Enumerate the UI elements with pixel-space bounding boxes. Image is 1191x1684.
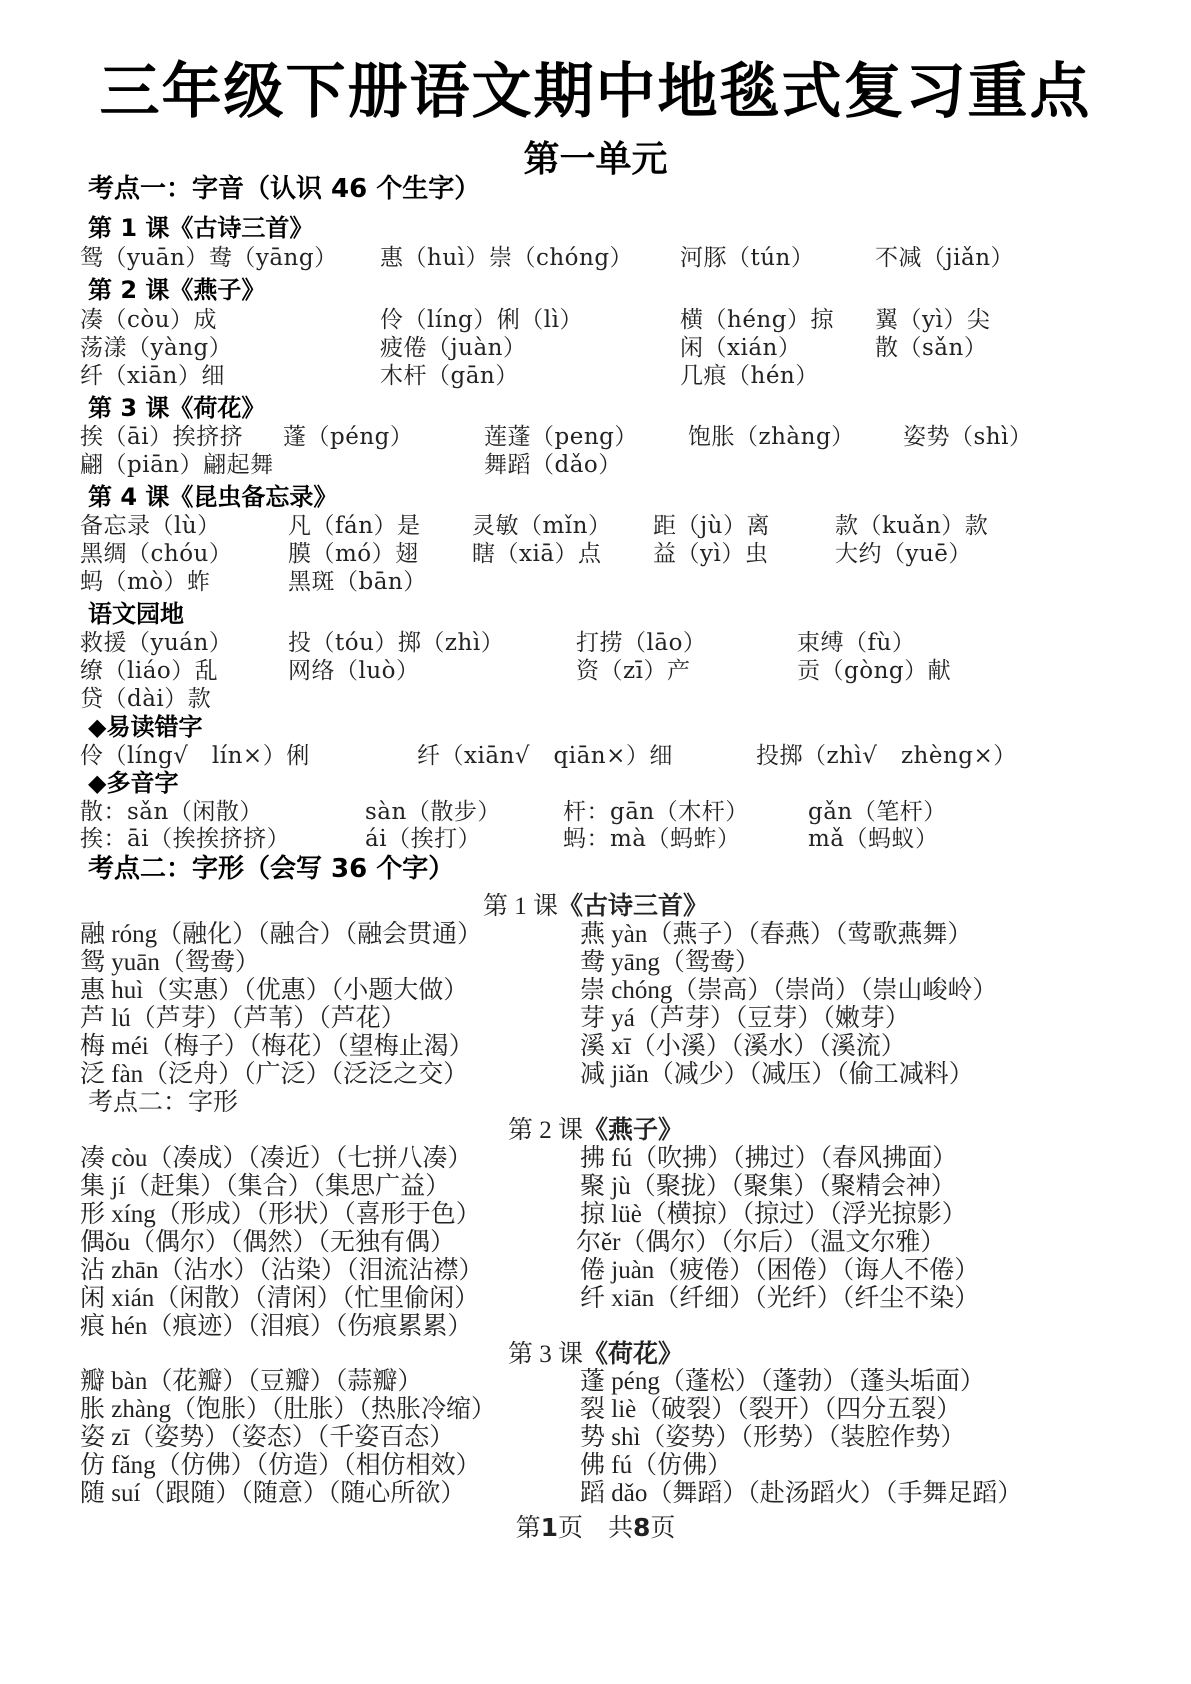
pinyin-item: 膜（mó）翅 — [288, 541, 419, 567]
lesson-name: 《荷花》 — [583, 1339, 684, 1368]
polyphonic-row — [0, 797, 1191, 827]
pinyin-item: 灵敏（mǐn） — [472, 513, 612, 539]
lesson-title: 第 1 课《古诗三首》 — [88, 214, 314, 242]
polyphonic-item: ái（挨打） — [365, 826, 482, 852]
polyphonic-item: mǎ（蚂蚁） — [808, 826, 939, 852]
pinyin-row — [0, 567, 1191, 597]
pinyin-item: 不减（jiǎn） — [875, 245, 1015, 271]
polyphonic-item: 散：sǎn（闲散） — [80, 799, 263, 825]
polyphonic-item: gǎn（笔杆） — [808, 799, 947, 825]
glyph-row — [0, 948, 1191, 978]
pinyin-item: 莲蓬（peng） — [484, 424, 638, 450]
pinyin-item: 瞎（xiā）点 — [472, 541, 602, 567]
glyph-item: 痕 hén（痕迹）（泪痕）（伤痕累累） — [80, 1313, 473, 1340]
glyph-item: 倦 juàn（疲倦）（困倦）（诲人不倦） — [580, 1257, 980, 1284]
glyph-row — [0, 1228, 1191, 1258]
glyph-row — [0, 1144, 1191, 1174]
glyph-row — [0, 1423, 1191, 1453]
pinyin-item: 饱胀（zhàng） — [688, 424, 855, 450]
glyph-row — [0, 1312, 1191, 1342]
glyph-item: 融 róng（融化）（融合）（融会贯通） — [80, 921, 483, 948]
glyph-row — [0, 1032, 1191, 1062]
lesson-title: 语文园地 — [88, 600, 184, 628]
glyph-row — [0, 1367, 1191, 1397]
glyph-item: 尔ěr（偶尔）（尔后）（温文尔雅） — [576, 1229, 946, 1256]
glyph-row — [0, 1060, 1191, 1090]
glyph-row — [0, 1451, 1191, 1481]
pinyin-item: 横（héng）掠 — [680, 307, 834, 333]
glyph-item: 减 jiǎn（减少）（减压）（偷工减料） — [580, 1061, 974, 1088]
glyph-item: 蓬 péng（蓬松）（蓬勃）（蓬头垢面） — [580, 1368, 985, 1395]
lesson-name: 《古诗三首》 — [558, 891, 709, 920]
misread-item: 投掷（zhì√ zhèng×） — [756, 743, 1017, 769]
pinyin-item: 打捞（lāo） — [576, 630, 707, 656]
pinyin-item: 荡漾（yàng） — [80, 335, 233, 361]
pinyin-row — [0, 539, 1191, 569]
glyph-item: 形 xíng（形成）（形状）（喜形于色） — [80, 1201, 481, 1228]
lesson-number: 第 3 课 — [507, 1341, 583, 1368]
section-heading-pronunciation: 考点一：字音（认识 46 个生字） — [88, 174, 481, 204]
polyphonic-item: 挨：āi（挨挨挤挤） — [80, 826, 291, 852]
glyph-item: 偶ǒu（偶尔）（偶然）（无独有偶） — [80, 1229, 456, 1256]
polyphonic-title: ◆多音字 — [88, 769, 179, 797]
glyph-item: 闲 xián（闲散）（清闲）（忙里偷闲） — [80, 1285, 480, 1312]
misread-item: 纤（xiān√ qiān×）细 — [417, 743, 673, 769]
pinyin-item: 束缚（fù） — [797, 630, 916, 656]
glyph-item: 聚 jù（聚拢）（聚集）（聚精会神） — [580, 1173, 956, 1200]
glyph-row — [0, 1284, 1191, 1314]
polyphonic-item: 蚂：mà（蚂蚱） — [563, 826, 741, 852]
page-number: 1 — [540, 1513, 558, 1542]
glyph-row — [0, 1200, 1191, 1230]
glyph-row — [0, 920, 1191, 950]
glyph-item: 凑 còu（凑成）（凑近）（七拼八凑） — [80, 1145, 473, 1172]
pinyin-row — [0, 361, 1191, 391]
pinyin-item: 河豚（tún） — [680, 245, 815, 271]
pinyin-item: 资（zī）产 — [576, 658, 691, 684]
glyph-item: 集 jí（赶集）（集合）（集思广益） — [80, 1173, 451, 1200]
pinyin-item: 距（jù）离 — [653, 513, 770, 539]
pinyin-item: 款（kuǎn）款 — [835, 513, 989, 539]
pinyin-item: 蚂（mò）蚱 — [80, 569, 211, 595]
glyph-item: 沾 zhān（沾水）（沾染）（泪流沾襟） — [80, 1257, 484, 1284]
pinyin-item: 纤（xiān）细 — [80, 363, 225, 389]
polyphonic-item: sàn（散步） — [365, 799, 501, 825]
pinyin-item: 黑斑（bān） — [288, 569, 427, 595]
pinyin-item: 舞蹈（dǎo） — [484, 452, 622, 478]
pinyin-item: 疲倦（juàn） — [380, 335, 527, 361]
glyph-item: 裂 liè（破裂）（裂开）（四分五裂） — [580, 1396, 962, 1423]
glyph-item: 芽 yá（芦芽）（豆芽）（嫩芽） — [580, 1005, 910, 1032]
lesson-number: 第 1 课 — [482, 893, 558, 920]
glyph-row — [0, 1172, 1191, 1202]
document-title: 三年级下册语文期中地毯式复习重点 — [99, 57, 1092, 127]
pinyin-row — [0, 628, 1191, 658]
glyph-item: 仿 fǎng（仿佛）（仿造）（相仿相效） — [80, 1452, 481, 1479]
glyph-item: 崇 chóng（崇高）（崇尚）（崇山峻岭） — [580, 977, 998, 1004]
unit-title: 第一单元 — [523, 139, 668, 180]
glyph-item: 势 shì（姿势）（形势）（装腔作势） — [580, 1424, 966, 1451]
glyph-item: 纤 xiān（纤细）（光纤）（纤尘不染） — [580, 1285, 980, 1312]
pinyin-item: 贷（dài）款 — [80, 686, 212, 712]
glyph-item: 芦 lú（芦芽）（芦苇）（芦花） — [80, 1005, 406, 1032]
lesson-title-centered — [0, 1115, 1191, 1146]
pinyin-item: 黑绸（chóu） — [80, 541, 233, 567]
pinyin-item: 救援（yuán） — [80, 630, 233, 656]
pinyin-item: 大约（yuē） — [835, 541, 972, 567]
lesson-title-centered — [0, 1339, 1191, 1370]
pinyin-item: 翩（piān）翩起舞 — [80, 452, 274, 478]
lesson-number: 第 2 课 — [507, 1117, 583, 1144]
pinyin-item: 几痕（hén） — [680, 363, 819, 389]
glyph-item: 鸳 yuān（鸳鸯） — [80, 949, 260, 976]
pinyin-row — [0, 450, 1191, 480]
pinyin-item: 翼（yì）尖 — [875, 307, 991, 333]
page-footer — [0, 1513, 1191, 1544]
glyph-item: 溪 xī（小溪）（溪水）（溪流） — [580, 1033, 906, 1060]
pinyin-row — [0, 305, 1191, 335]
section-note: 考点二：字形 — [88, 1089, 239, 1116]
pinyin-item: 惠（huì）崇（chóng） — [380, 245, 634, 271]
pinyin-item: 凑（còu）成 — [80, 307, 218, 333]
misread-item: 伶（líng√ lín×）俐 — [80, 743, 310, 769]
glyph-item: 燕 yàn（燕子）（春燕）（莺歌燕舞） — [580, 921, 973, 948]
pinyin-item: 贡（gòng）献 — [797, 658, 952, 684]
glyph-row — [0, 1479, 1191, 1509]
misread-title: ◆易读错字 — [88, 713, 203, 741]
pinyin-item: 木杆（gān） — [380, 363, 519, 389]
polyphonic-item: 杆：gān（木杆） — [563, 799, 749, 825]
pinyin-item: 姿势（shì） — [903, 424, 1033, 450]
glyph-item: 惠 huì（实惠）（优惠）（小题大做） — [80, 977, 469, 1004]
lesson-title: 第 3 课《荷花》 — [88, 394, 266, 422]
glyph-item: 瓣 bàn（花瓣）（豆瓣）（蒜瓣） — [80, 1368, 423, 1395]
glyph-item: 鸯 yāng（鸳鸯） — [580, 949, 760, 976]
pinyin-item: 网络（luò） — [288, 658, 420, 684]
pinyin-item: 散（sǎn） — [875, 335, 988, 361]
pinyin-row — [0, 333, 1191, 363]
glyph-item: 梅 méi（梅子）（梅花）（望梅止渴） — [80, 1033, 474, 1060]
pinyin-item: 闲（xián） — [680, 335, 802, 361]
total-pages: 8 — [633, 1513, 651, 1542]
glyph-row — [0, 1004, 1191, 1034]
polyphonic-row — [0, 824, 1191, 854]
pinyin-item: 伶（líng）俐（lì） — [380, 307, 583, 333]
pinyin-row — [0, 656, 1191, 686]
glyph-row — [0, 976, 1191, 1006]
glyph-item: 胀 zhàng（饱胀）（肚胀）（热胀冷缩） — [80, 1396, 496, 1423]
glyph-item: 拂 fú（吹拂）（拂过）（春风拂面） — [580, 1145, 958, 1172]
lesson-title: 第 2 课《燕子》 — [88, 276, 266, 304]
pinyin-item: 投（tóu）掷（zhì） — [288, 630, 505, 656]
pinyin-row — [0, 511, 1191, 541]
glyph-item: 姿 zī（姿势）（姿态）（千姿百态） — [80, 1424, 455, 1451]
glyph-item: 蹈 dǎo（舞蹈）（赴汤蹈火）（手舞足蹈） — [580, 1480, 1023, 1507]
section-heading-glyph: 考点二：字形（会写 36 个字） — [88, 854, 455, 884]
pinyin-item: 备忘录（lù） — [80, 513, 221, 539]
lesson-title-centered — [0, 891, 1191, 922]
pinyin-row — [0, 684, 1191, 714]
glyph-row — [0, 1395, 1191, 1425]
glyph-item: 泛 fàn（泛舟）（广泛）（泛泛之交） — [80, 1061, 469, 1088]
pinyin-item: 挨（āi）挨挤挤 — [80, 424, 244, 450]
footer-text: 第 — [515, 1515, 541, 1542]
pinyin-item: 益（yì）虫 — [653, 541, 769, 567]
footer-text: 页 — [650, 1515, 676, 1542]
glyph-item: 掠 lüè（横掠）（掠过）（浮光掠影） — [580, 1201, 967, 1228]
glyph-item: 佛 fú（仿佛） — [580, 1452, 733, 1479]
glyph-row — [0, 1256, 1191, 1286]
lesson-title: 第 4 课《昆虫备忘录》 — [88, 483, 338, 511]
pinyin-row — [0, 422, 1191, 452]
pinyin-item: 鸳（yuān）鸯（yāng） — [80, 245, 338, 271]
misread-row — [0, 741, 1191, 771]
glyph-item: 随 suí（跟随）（随意）（随心所欲） — [80, 1480, 466, 1507]
pinyin-item: 缭（liáo）乱 — [80, 658, 219, 684]
pinyin-item: 蓬（péng） — [283, 424, 414, 450]
pinyin-item: 凡（fán）是 — [288, 513, 421, 539]
footer-text: 页 共 — [557, 1515, 633, 1542]
pinyin-row — [0, 243, 1191, 273]
lesson-name: 《燕子》 — [583, 1115, 684, 1144]
